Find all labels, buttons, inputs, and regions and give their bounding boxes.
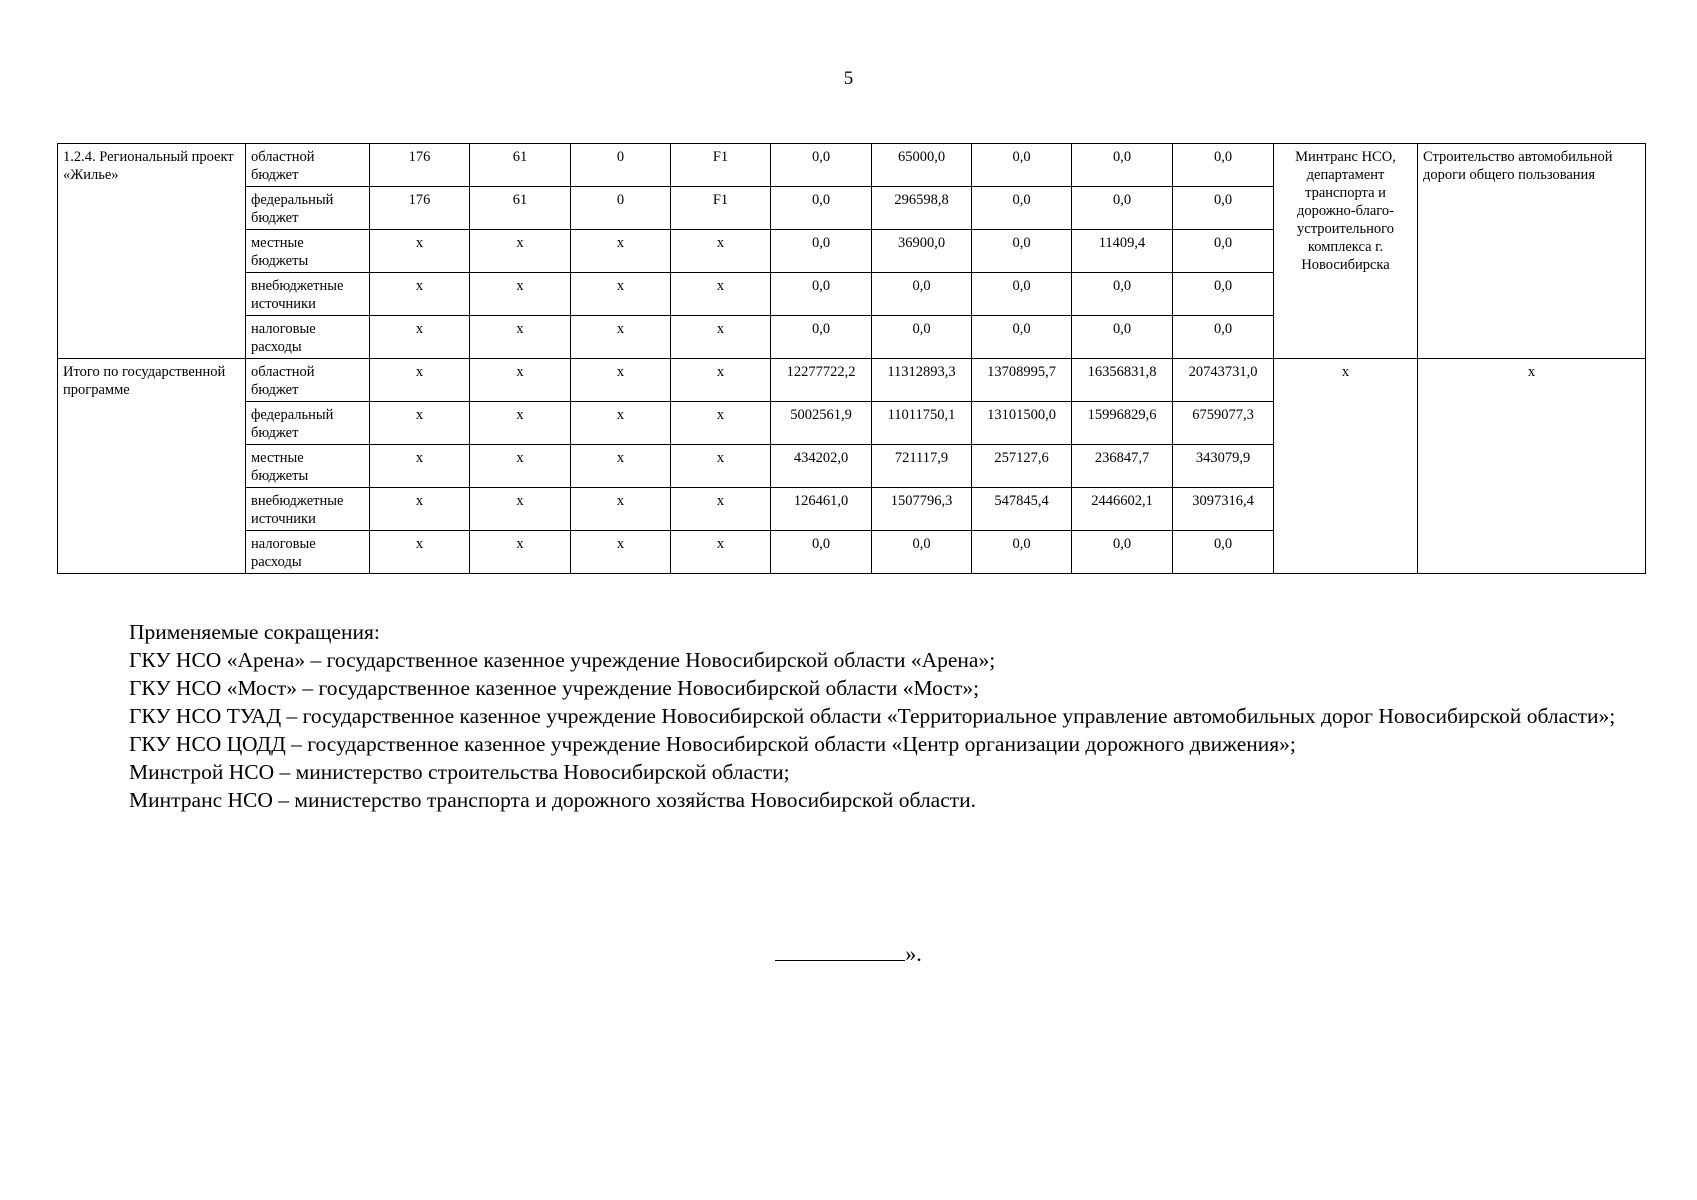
table-row [58, 359, 1646, 402]
abbreviations-section [57, 618, 1645, 814]
code-cell: x [571, 445, 671, 488]
abbreviation-item: Минстрой НСО – министерство строительства Новосибирской области; [129, 760, 790, 784]
amount-cell: 0,0 [972, 187, 1072, 230]
amount-cell: 11312893,3 [872, 359, 972, 402]
abbreviation-item: Минтранс НСО – министерство транспорта и дорожного хозяйства Новосибирской области. [129, 788, 977, 812]
amount-cell: 0,0 [1072, 144, 1173, 187]
executor-cell: Минтранс НСО, департамент транспорта и дорожно-благо-устроительного комплекса г. Новосибирска [1274, 144, 1418, 359]
amount-cell: 721117,9 [872, 445, 972, 488]
amount-cell: 13708995,7 [972, 359, 1072, 402]
code-cell: x [370, 359, 470, 402]
amount-cell: 11409,4 [1072, 230, 1173, 273]
code-cell: x [671, 402, 771, 445]
funding-source-cell: внебюджетные источники [246, 273, 370, 316]
code-cell: x [571, 316, 671, 359]
amount-cell: 0,0 [1173, 230, 1274, 273]
code-cell: 176 [370, 187, 470, 230]
funding-source-cell: налоговые расходы [246, 531, 370, 574]
amount-cell: 11011750,1 [872, 402, 972, 445]
code-cell: x [470, 316, 571, 359]
amount-cell: 0,0 [771, 187, 872, 230]
project-name-cell: 1.2.4. Региональный проект «Жилье» [58, 144, 246, 359]
abbreviation-item: ГКУ НСО «Арена» – государственное казенное учреждение Новосибирской области «Арена»; [129, 648, 996, 672]
code-cell: x [571, 359, 671, 402]
amount-cell: 343079,9 [1173, 445, 1274, 488]
code-cell: x [671, 273, 771, 316]
amount-cell: 236847,7 [1072, 445, 1173, 488]
amount-cell: 0,0 [872, 316, 972, 359]
code-cell: 0 [571, 187, 671, 230]
executor-cell: x [1274, 359, 1418, 574]
code-cell: x [571, 230, 671, 273]
code-cell: x [671, 445, 771, 488]
amount-cell: 0,0 [1173, 144, 1274, 187]
amount-cell: 126461,0 [771, 488, 872, 531]
code-cell: x [671, 359, 771, 402]
code-cell: x [370, 445, 470, 488]
total-name-cell: Итого по государственной программе [58, 359, 246, 574]
amount-cell: 547845,4 [972, 488, 1072, 531]
amount-cell: 0,0 [972, 273, 1072, 316]
amount-cell: 0,0 [972, 531, 1072, 574]
code-cell: x [671, 531, 771, 574]
amount-cell: 0,0 [771, 144, 872, 187]
amount-cell: 16356831,8 [1072, 359, 1173, 402]
abbreviation-item: ГКУ НСО ТУАД – государственное казенное учреждение Новосибирской области «Территориальное управление автомобильных дорог Новосибирской области»; [129, 704, 1616, 728]
code-cell: x [470, 359, 571, 402]
amount-cell: 0,0 [872, 273, 972, 316]
code-cell: x [370, 531, 470, 574]
code-cell: 61 [470, 144, 571, 187]
funding-source-cell: внебюджетные источники [246, 488, 370, 531]
amount-cell: 13101500,0 [972, 402, 1072, 445]
amount-cell: 15996829,6 [1072, 402, 1173, 445]
funding-source-cell: федеральный бюджет [246, 402, 370, 445]
amount-cell: 296598,8 [872, 187, 972, 230]
code-cell: x [470, 402, 571, 445]
code-cell: x [571, 402, 671, 445]
amount-cell: 65000,0 [872, 144, 972, 187]
amount-cell: 0,0 [771, 230, 872, 273]
amount-cell: 0,0 [1173, 316, 1274, 359]
amount-cell: 0,0 [771, 316, 872, 359]
funding-source-cell: местные бюджеты [246, 445, 370, 488]
code-cell: x [671, 316, 771, 359]
table-row [58, 144, 1646, 187]
funding-source-cell: налоговые расходы [246, 316, 370, 359]
code-cell: x [571, 273, 671, 316]
amount-cell: 0,0 [1072, 187, 1173, 230]
code-cell: x [470, 273, 571, 316]
funding-source-cell: областной бюджет [246, 359, 370, 402]
code-cell: x [470, 230, 571, 273]
closing-quote: ». [905, 941, 922, 966]
amount-cell: 5002561,9 [771, 402, 872, 445]
amount-cell: 36900,0 [872, 230, 972, 273]
amount-cell: 0,0 [771, 531, 872, 574]
amount-cell: 6759077,3 [1173, 402, 1274, 445]
closing-mark [0, 940, 1697, 967]
code-cell: x [370, 230, 470, 273]
amount-cell: 434202,0 [771, 445, 872, 488]
amount-cell: 12277722,2 [771, 359, 872, 402]
code-cell: x [470, 488, 571, 531]
abbreviations-heading: Применяемые сокращения: [129, 620, 380, 644]
amount-cell: 0,0 [972, 144, 1072, 187]
code-cell: F1 [671, 187, 771, 230]
code-cell: x [370, 488, 470, 531]
page-number: 5 [843, 68, 854, 89]
amount-cell: 2446602,1 [1072, 488, 1173, 531]
amount-cell: 0,0 [972, 316, 1072, 359]
amount-cell: 0,0 [1072, 316, 1173, 359]
code-cell: x [671, 230, 771, 273]
amount-cell: 0,0 [1173, 273, 1274, 316]
code-cell: x [571, 531, 671, 574]
closing-underline [775, 940, 905, 961]
amount-cell: 0,0 [972, 230, 1072, 273]
code-cell: x [370, 316, 470, 359]
table-body [58, 144, 1646, 574]
code-cell: 61 [470, 187, 571, 230]
code-cell: 0 [571, 144, 671, 187]
code-cell: 176 [370, 144, 470, 187]
code-cell: x [370, 402, 470, 445]
amount-cell: 3097316,4 [1173, 488, 1274, 531]
amount-cell: 257127,6 [972, 445, 1072, 488]
amount-cell: 0,0 [1072, 531, 1173, 574]
code-cell: x [470, 531, 571, 574]
code-cell: x [470, 445, 571, 488]
abbreviation-item: ГКУ НСО ЦОДД – государственное казенное учреждение Новосибирской области «Центр организации дорожного движения»; [129, 732, 1296, 756]
amount-cell: 1507796,3 [872, 488, 972, 531]
funding-source-cell: федеральный бюджет [246, 187, 370, 230]
amount-cell: 0,0 [771, 273, 872, 316]
amount-cell: 0,0 [1173, 531, 1274, 574]
abbreviation-item: ГКУ НСО «Мост» – государственное казенное учреждение Новосибирской области «Мост»; [129, 676, 980, 700]
code-cell: x [370, 273, 470, 316]
amount-cell: 0,0 [1072, 273, 1173, 316]
amount-cell: 20743731,0 [1173, 359, 1274, 402]
amount-cell: 0,0 [1173, 187, 1274, 230]
budget-table [57, 143, 1646, 574]
funding-source-cell: местные бюджеты [246, 230, 370, 273]
code-cell: x [571, 488, 671, 531]
code-cell: F1 [671, 144, 771, 187]
amount-cell: 0,0 [872, 531, 972, 574]
code-cell: x [671, 488, 771, 531]
funding-source-cell: областной бюджет [246, 144, 370, 187]
result-cell: Строительство автомобильной дороги общего пользования [1418, 144, 1646, 359]
result-cell: x [1418, 359, 1646, 574]
